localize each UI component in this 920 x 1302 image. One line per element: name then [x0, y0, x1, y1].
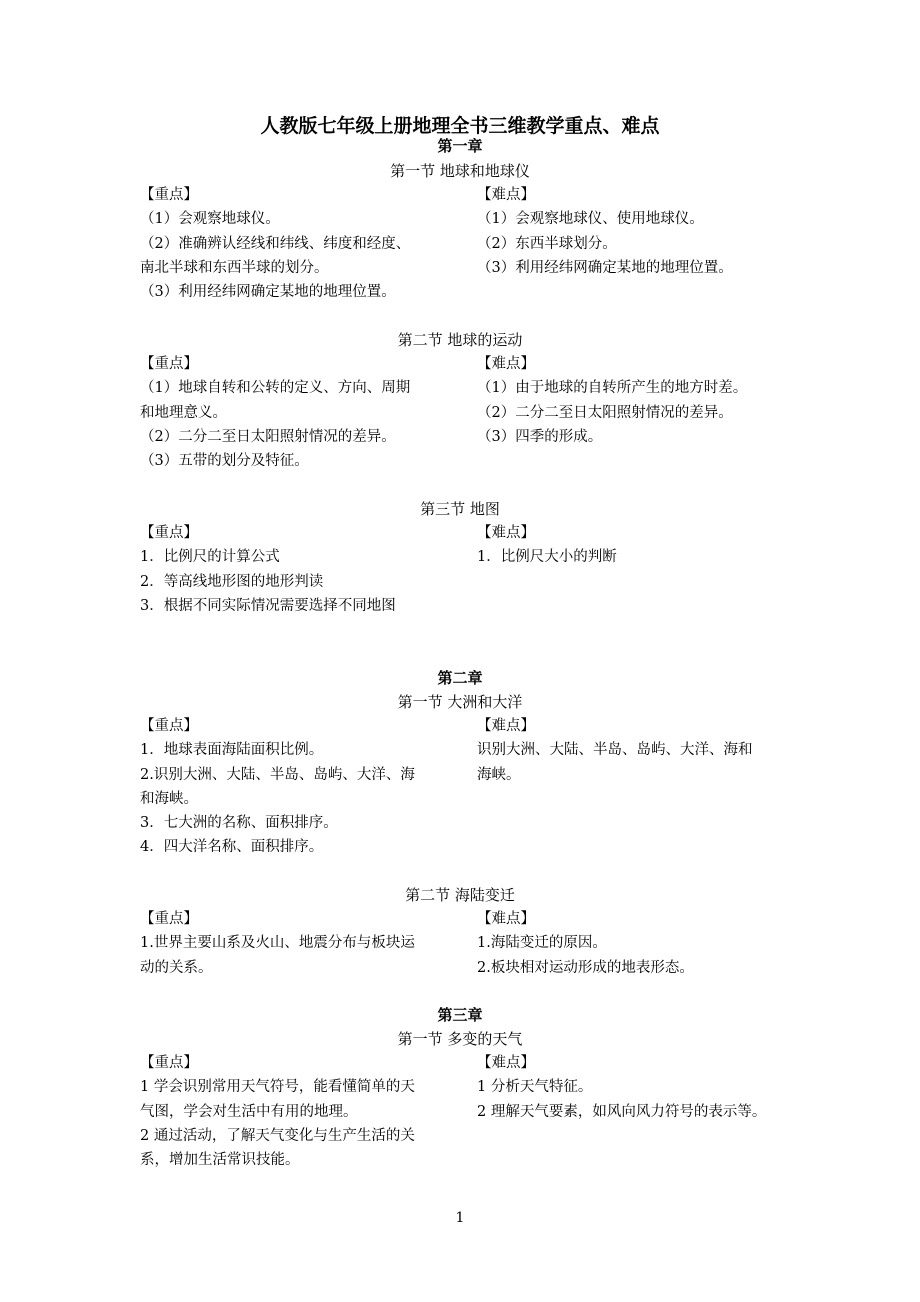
difficult-points-column — [477, 521, 797, 570]
list-item: （1）会观察地球仪。 — [140, 211, 280, 228]
key-label: 【重点】 — [140, 356, 198, 372]
list-item: （1）由于地球的自转所产生的地方时差。 — [477, 380, 748, 397]
list-item: （2）二分二至日太阳照射情况的差异。 — [140, 428, 396, 445]
list-item: 1.海陆变迁的原因。 — [477, 935, 607, 952]
difficult-label: 【难点】 — [477, 718, 535, 734]
list-item: 2 通过活动，了解天气变化与生产生活的关 — [140, 1127, 415, 1144]
list-item: （1）地球自转和公转的定义、方向、周期 — [140, 380, 411, 397]
chapter-title: 第二章 — [437, 669, 483, 687]
difficult-label: 【难点】 — [477, 1055, 535, 1071]
section-title: 第二节 地球的运动 — [397, 331, 523, 349]
difficult-points-column — [477, 907, 797, 980]
page-number: 1 — [455, 1210, 465, 1226]
difficult-points-column — [477, 1051, 797, 1124]
key-points-column — [140, 352, 455, 473]
list-item: 1．比例尺大小的判断 — [477, 549, 617, 566]
key-label: 【重点】 — [140, 718, 198, 734]
section-title: 第一节 地球和地球仪 — [390, 162, 530, 180]
list-item: 2 理解天气要素，如风向风力符号的表示等。 — [477, 1103, 767, 1120]
list-item: （2）二分二至日太阳照射情况的差异。 — [477, 404, 733, 421]
list-item: 3．根据不同实际情况需要选择不同地图 — [140, 597, 396, 614]
list-item: 和地理意义。 — [140, 404, 227, 421]
list-item: 气图，学会对生活中有用的地理。 — [140, 1103, 358, 1120]
list-item: 1．地球表面海陆面积比例。 — [140, 742, 324, 759]
section-title: 第二节 海陆变迁 — [405, 886, 515, 904]
key-label: 【重点】 — [140, 525, 198, 541]
difficult-label: 【难点】 — [477, 911, 535, 927]
chapter-title: 第一章 — [437, 137, 483, 155]
key-label: 【重点】 — [140, 1055, 198, 1071]
key-points-column — [140, 1051, 455, 1172]
key-label: 【重点】 — [140, 911, 198, 927]
list-item: 1．比例尺的计算公式 — [140, 549, 280, 566]
section-title: 第一节 大洲和大洋 — [397, 693, 523, 711]
list-item: 系，增加生活常识技能。 — [140, 1152, 300, 1169]
key-points-column — [140, 183, 455, 304]
key-points-column — [140, 521, 455, 618]
list-item: 2.识别大洲、大陆、半岛、岛屿、大洋、海 — [140, 766, 415, 783]
key-label: 【重点】 — [140, 187, 198, 203]
list-item: 1 学会识别常用天气符号，能看懂简单的天 — [140, 1079, 415, 1096]
list-item: （3）利用经纬网确定某地的地理位置。 — [477, 259, 733, 276]
list-item: 识别大洲、大陆、半岛、岛屿、大洋、海和 — [477, 742, 753, 759]
chapter-title: 第三章 — [437, 1006, 483, 1024]
list-item: 和海峡。 — [140, 790, 198, 807]
list-item: 2.板块相对运动形成的地表形态。 — [477, 959, 694, 976]
difficult-points-column — [477, 714, 797, 787]
list-item: （1）会观察地球仪、使用地球仪。 — [477, 211, 704, 228]
list-item: （3）四季的形成。 — [477, 428, 603, 445]
difficult-label: 【难点】 — [477, 187, 535, 203]
list-item: 海峡。 — [477, 766, 521, 783]
section-title: 第一节 多变的天气 — [397, 1030, 523, 1048]
difficult-label: 【难点】 — [477, 525, 535, 541]
document-title: 人教版七年级上册地理全书三维教学重点、难点 — [260, 115, 660, 137]
difficult-points-column — [477, 352, 797, 449]
key-points-column — [140, 907, 455, 980]
list-item: 南北半球和东西半球的划分。 — [140, 259, 329, 276]
difficult-label: 【难点】 — [477, 356, 535, 372]
list-item: 4．四大洋名称、面积排序。 — [140, 839, 324, 856]
list-item: 1 分析天气特征。 — [477, 1079, 593, 1096]
list-item: 1.世界主要山系及火山、地震分布与板块运 — [140, 935, 415, 952]
list-item: （2）准确辨认经线和纬线、纬度和经度、 — [140, 235, 411, 252]
section-title: 第三节 地图 — [420, 500, 500, 518]
list-item: 3．七大洲的名称、面积排序。 — [140, 815, 338, 832]
list-item: 2．等高线地形图的地形判读 — [140, 573, 324, 590]
list-item: 动的关系。 — [140, 959, 213, 976]
list-item: （3）利用经纬网确定某地的地理位置。 — [140, 284, 396, 301]
list-item: （2）东西半球划分。 — [477, 235, 617, 252]
difficult-points-column — [477, 183, 797, 280]
list-item: （3）五带的划分及特征。 — [140, 453, 309, 470]
key-points-column — [140, 714, 455, 860]
